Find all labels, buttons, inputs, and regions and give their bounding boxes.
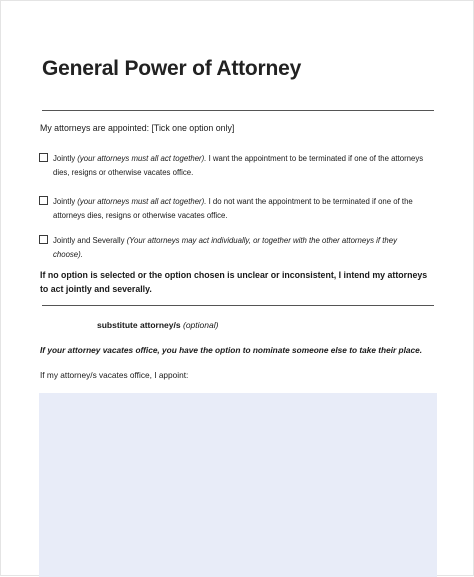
option-jointly-no-terminate[interactable] — [39, 195, 425, 222]
option-text — [53, 195, 425, 222]
option-checkbox[interactable] — [39, 196, 48, 205]
vacate-office-note: If your attorney vacates office, you have the option to nominate someone else to take their place. — [40, 345, 423, 355]
option-text — [53, 152, 425, 179]
option-qualifier: (your attorneys must all act together). — [77, 154, 207, 163]
option-qualifier: (your attorneys must all act together). — [77, 197, 207, 206]
option-label: Jointly — [53, 197, 76, 206]
option-qualifier: (Your attorneys may act individually, or together with the other attorneys if they choose). — [53, 236, 397, 259]
option-label: Jointly and Severally — [53, 236, 125, 245]
option-description: I want the appointment to be terminated if one of the attorneys dies, resigns or otherwise vacates office. — [53, 154, 424, 177]
option-jointly-severally[interactable] — [39, 234, 425, 261]
divider-middle — [42, 305, 434, 306]
option-text — [53, 234, 425, 261]
substitute-heading-text: substitute attorney/s — [97, 320, 181, 330]
appoint-line: If my attorney/s vacates office, I appoint: — [40, 370, 189, 380]
document-title: General Power of Attorney — [42, 57, 302, 80]
substitute-attorney-field[interactable] — [39, 393, 437, 577]
default-option-note: If no option is selected or the option chosen is unclear or inconsistent, I intend my attorneys to act jointly and severally. — [40, 270, 428, 294]
option-checkbox[interactable] — [39, 235, 48, 244]
appointment-instruction: My attorneys are appointed: [Tick one option only] — [40, 123, 235, 133]
divider-top — [42, 110, 434, 111]
substitute-optional-label: (optional) — [182, 320, 219, 330]
option-jointly-terminate[interactable] — [39, 152, 425, 179]
substitute-attorney-heading — [97, 319, 218, 332]
option-label: Jointly — [53, 154, 76, 163]
option-description: I do not want the appointment to be terminated if one of the attorneys dies, resigns or otherwise vacates office. — [53, 197, 413, 220]
option-checkbox[interactable] — [39, 153, 48, 162]
